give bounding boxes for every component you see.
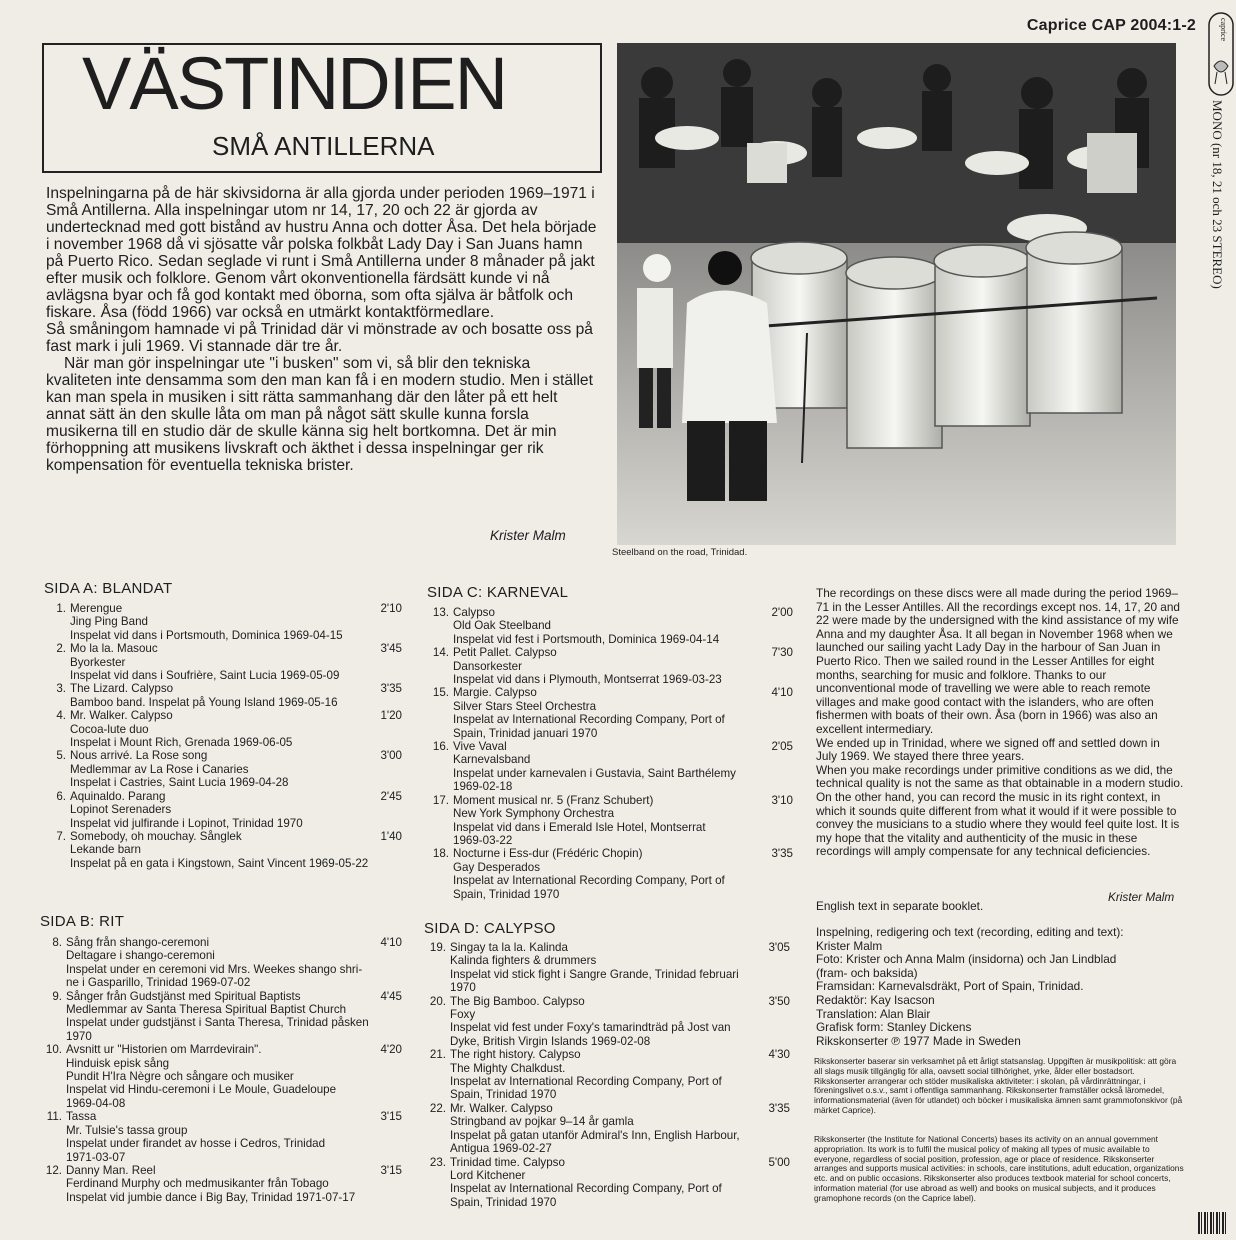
track-item (427, 740, 797, 794)
track-duration: 5'00 (768, 1155, 790, 1169)
catalog-number: Caprice CAP 2004:1-2 (1026, 17, 1196, 34)
side-heading: SIDA C: KARNEVAL (427, 584, 569, 601)
side-c (427, 584, 797, 901)
track-detail: 1970 (66, 1029, 92, 1043)
track-detail: Inspelat på en gata i Kingstown, Saint Vincent 1969-05-22 (70, 856, 369, 870)
photo-caption: Steelband on the road, Trinidad. (612, 547, 748, 558)
track-title: Vive Vaval (453, 740, 507, 754)
track-detail: Pundit H'Ira Nègre och sångare och musiker (66, 1070, 294, 1084)
track-detail: Antigua 1969-02-27 (450, 1142, 552, 1156)
track-detail: Inspelat under en ceremoni vid Mrs. Weekes shango shri- (66, 962, 363, 976)
track-duration: 2'05 (771, 740, 793, 754)
track-detail: Lopinot Serenaders (70, 803, 172, 817)
track-title: Mr. Walker. Calypso (70, 709, 173, 723)
track-title: The Big Bamboo. Calypso (450, 994, 585, 1008)
track-detail: 1970 (450, 981, 476, 995)
track-detail: Inspelat i Castries, Saint Lucia 1969-04-28 (70, 776, 289, 790)
track-detail: Gay Desperados (453, 860, 540, 874)
track-duration: 3'35 (771, 847, 793, 861)
track-detail: Deltagare i shango-ceremoni (66, 949, 215, 963)
credit-line: Grafisk form: Stanley Dickens (816, 1020, 972, 1035)
track-duration: 3'35 (768, 1101, 790, 1115)
track-detail: ne i Gasparillo, Trinidad 1969-07-02 (66, 976, 251, 990)
english-paragraph: We ended up in Trinidad, where we signed off and settled down in July 1969. We stayed there three years. (816, 735, 1160, 764)
track-duration: 3'10 (771, 793, 793, 807)
track-detail: Medlemmar av Santa Theresa Spiritual Baptist Church (66, 1003, 347, 1017)
track-detail: Kalinda fighters & drummers (450, 954, 597, 968)
track-item (44, 602, 404, 642)
track-title: Mr. Walker. Calypso (450, 1101, 553, 1115)
track-detail: Mr. Tulsie's tassa group (66, 1123, 188, 1137)
track-duration: 3'15 (380, 1163, 402, 1177)
track-item (44, 790, 404, 830)
track-item (40, 1043, 404, 1110)
track-item (40, 1110, 404, 1164)
track-detail: Inspelat vid dans i Emerald Isle Hotel, Montserrat (453, 820, 706, 834)
track-number: 18. (432, 847, 449, 861)
side-heading: SIDA A: BLANDAT (44, 580, 173, 597)
track-duration: 3'15 (380, 1110, 402, 1124)
track-detail: Inspelat i Mount Rich, Grenada 1969-06-05 (70, 736, 293, 750)
track-detail: Lord Kitchener (450, 1168, 526, 1182)
track-list (44, 602, 404, 870)
track-detail: New York Symphony Orchestra (453, 807, 615, 821)
track-item (40, 990, 404, 1044)
track-number: 20. (429, 994, 446, 1008)
track-duration: 1'20 (380, 709, 402, 723)
track-detail: Inspelat vid fest i Portsmouth, Dominica 1969-04-14 (453, 632, 720, 646)
track-number: 2. (56, 642, 66, 656)
track-item (40, 1164, 404, 1204)
track-duration: 4'10 (771, 686, 793, 700)
track-item (427, 606, 797, 646)
track-detail: Cocoa-lute duo (70, 722, 149, 736)
track-item (427, 646, 797, 686)
track-number: 23. (429, 1155, 446, 1169)
track-list (40, 936, 404, 1204)
track-duration: 1'40 (380, 829, 402, 843)
track-title: Trinidad time. Calypso (450, 1155, 565, 1169)
credit-line: Inspelning, redigering och text (recording, editing and text): (816, 925, 1124, 939)
track-item (424, 941, 796, 995)
track-detail: Inspelat vid Hindu-ceremoni i Le Moule, Guadeloupe (66, 1083, 337, 1097)
track-detail: Inspelat vid stick fight i Sangre Grande, Trinidad februari (450, 967, 739, 981)
album-title: VÄSTINDIEN (82, 42, 507, 125)
track-number: 1. (56, 602, 66, 615)
track-number: 10. (45, 1043, 62, 1057)
steelband-photo (617, 43, 1176, 545)
track-duration: 7'30 (771, 646, 793, 660)
track-number: 8. (52, 936, 62, 949)
english-booklet-note: English text in separate booklet. (816, 899, 984, 913)
track-title: Nous arrivé. La Rose song (70, 749, 208, 763)
track-item (40, 936, 404, 990)
credit-line: Translation: Alan Blair (816, 1006, 931, 1021)
track-detail: Inspelat vid julfirande i Lopinot, Trinidad 1970 (70, 816, 303, 830)
side-a (44, 580, 404, 870)
track-detail: Inspelat av International Recording Company, Port of (450, 1075, 722, 1089)
track-item (427, 847, 797, 901)
track-detail: Dyke, British Virgin Islands 1969-02-08 (450, 1034, 651, 1048)
track-detail: 1969-03-22 (453, 833, 513, 847)
intro-paragraph: Så småningom hamnade vi på Trinidad där vi mönstrade av och bosatte oss på fast mark i juli 1969. Vi stannade där tre år. (46, 321, 593, 355)
track-detail: Byorkester (70, 655, 126, 669)
track-number: 7. (56, 829, 66, 843)
track-duration: 3'00 (380, 749, 402, 763)
track-title: Petit Pallet. Calypso (453, 646, 557, 660)
track-detail: Karnevalsband (453, 753, 531, 767)
track-item (44, 830, 404, 870)
track-item (424, 1048, 796, 1102)
track-number: 19. (429, 941, 446, 954)
track-duration: 3'05 (768, 941, 790, 954)
album-subtitle: SMÅ ANTILLERNA (212, 131, 435, 161)
side-b (40, 913, 404, 1204)
logo-wordmark: caprice (1219, 18, 1228, 42)
track-detail: Dansorkester (453, 659, 522, 673)
track-detail: Inspelat på gatan utanför Admiral's Inn, English Harbour, (450, 1128, 740, 1142)
track-title: Sång från shango-ceremoni (66, 936, 210, 949)
english-signature: Krister Malm (1108, 890, 1175, 904)
track-number: 5. (56, 749, 66, 763)
track-detail: Foxy (450, 1008, 476, 1022)
track-number: 16. (432, 740, 449, 754)
track-detail: Inspelat under karnevalen i Gustavia, Saint Barthélemy (453, 766, 736, 780)
track-detail: Inspelat av International Recording Company, Port of (453, 874, 725, 888)
track-detail: Inspelat vid jumbie dance i Big Bay, Trinidad 1971-07-17 (66, 1190, 356, 1204)
track-title: Margie. Calypso (453, 686, 537, 700)
english-paragraph: When you make recordings under primitive conditions as we did, the technical quality is not the same as that obtainable in a modern studio. On the other hand, you can record the music in its right context, in which it sounds quite different from what it would if it were possible to convey the musicians to a studio where they would feel quite lost. It is my hope that the vitality and authenticity of the music in these recordings will amply compensate for any technical deficiencies. (816, 762, 1184, 859)
track-detail: 1969-04-08 (66, 1096, 126, 1110)
english-text (816, 587, 1184, 859)
track-title: Somebody, oh mouchay. Sånglek (70, 829, 242, 843)
track-detail: Jing Ping Band (70, 615, 148, 629)
track-detail: 1971-03-07 (66, 1150, 126, 1164)
track-number: 9. (52, 989, 62, 1003)
barcode-mark (1198, 1212, 1228, 1234)
track-detail: Spain, Trinidad 1970 (450, 1088, 557, 1102)
track-title: Sånger från Gudstjänst med Spiritual Baptists (66, 989, 301, 1003)
track-duration: 3'50 (768, 994, 790, 1008)
track-item (44, 682, 404, 709)
track-duration: 2'00 (771, 606, 793, 619)
track-number: 4. (56, 709, 66, 723)
track-detail: 1969-02-18 (453, 780, 513, 794)
caprice-logo (1208, 12, 1234, 96)
track-item (44, 709, 404, 749)
track-title: Danny Man. Reel (66, 1163, 156, 1177)
credit-line: Rikskonserter ℗ 1977 Made in Sweden (816, 1033, 1021, 1048)
track-title: Avsnitt ur "Historien om Marrdevirain". (66, 1043, 262, 1057)
track-duration: 2'45 (380, 789, 402, 803)
track-detail: Inspelat vid dans i Portsmouth, Dominica 1969-04-15 (70, 628, 343, 642)
credit-line: Redaktör: Kay Isacson (816, 992, 935, 1007)
track-number: 17. (432, 793, 449, 807)
track-detail: Inspelat under firandet av hosse i Cedros, Trinidad (66, 1137, 326, 1151)
rikskonserter-info-sv: Rikskonserter baserar sin verksamhet på ett årligt statsanslag. Uppgiften är musikpolitisk: att göra all slags musik tillgänglig för alla, oavsett social tillhörighet, yrke, ålder eller bostadsort. Rikskonserter arrangerar och stöder musikaliska aktiviteter: i skolan, på vårdinrättningar, i föreningslivet o.s.v., samt i offentliga sammanhang. Rikskonserter framställer också läromedel, informationsmaterial (även för utlandet) och böcker i musikaliska ämnen samt grammofonskivor (på märket Caprice). (814, 1056, 1183, 1115)
intro-paragraph: När man gör inspelningar ute "i busken" som vi, så blir den tekniska kvaliteten inte densamma som den man kan få i en modern studio. Men i stället kan man spela in musiken i sitt rätta sammanhang där den låter på ett helt annat sätt än den skulle låta om man på något sätt skulle kunna forsla musikerna till en studio där de skulle känna sig helt bortkomna. Det är min förhoppning att musikens livskraft och äkthet i dessa inspelningar ger rik kompensation för eventuella tekniska brister. (46, 355, 593, 474)
track-duration: 3'45 (380, 642, 402, 656)
track-list (427, 606, 797, 901)
track-detail: Stringband av pojkar 9–14 år gamla (450, 1115, 634, 1129)
track-duration: 2'10 (380, 602, 402, 615)
track-title: The Lizard. Calypso (70, 682, 174, 696)
track-detail: Ferdinand Murphy och medmusikanter från Tobago (66, 1177, 329, 1191)
track-title: Aquinaldo. Parang (70, 789, 166, 803)
track-detail: Inspelat av International Recording Company, Port of (450, 1182, 722, 1196)
track-title: Moment musical nr. 5 (Franz Schubert) (453, 793, 654, 807)
track-item (424, 1156, 796, 1210)
track-number: 22. (429, 1101, 446, 1115)
track-detail: Inspelat av International Recording Company, Port of (453, 713, 725, 727)
mono-stereo-note: MONO (nr 18, 21 och 23 STEREO) (1210, 100, 1225, 289)
track-detail: Spain, Trinidad 1970 (453, 887, 560, 901)
track-duration: 4'10 (380, 936, 402, 949)
track-number: 15. (432, 686, 449, 700)
track-duration: 4'30 (768, 1048, 790, 1062)
credits (816, 926, 1184, 1048)
track-item (427, 794, 797, 848)
intro-paragraph: Inspelningarna på de här skivsidorna är alla gjorda under perioden 1969–1971 i Små Antillerna. Alla inspelningar utom nr 14, 17, 20 och 22 är gjorda av undertecknad med gott bistånd av hustru Anna och dotter Åsa. Det hela började i november 1968 då vi sjösatte vår polska folkbåt Lady Day i San Juans hamn på Puerto Rico. Sedan seglade vi runt i Små Antillerna under 8 månader på jakt efter musik och folklore. Genom vårt okonventionella färdsätt kunde vi nå avlägsna byar och få god kontakt med öborna, som ofta själva är båtfolk och fiskare. Åsa (född 1966) var också en utmärkt kontaktförmedlare. (46, 185, 597, 321)
track-detail: Inspelat vid dans i Soufrière, Saint Lucia 1969-05-09 (70, 669, 340, 683)
track-detail: Lekande barn (70, 843, 141, 857)
track-item (424, 995, 796, 1049)
track-detail: Silver Stars Steel Orchestra (453, 699, 597, 713)
track-title: The right history. Calypso (450, 1048, 581, 1062)
track-duration: 3'35 (380, 682, 402, 696)
track-title: Merengue (70, 602, 123, 615)
track-item (427, 686, 797, 740)
track-detail: Old Oak Steelband (453, 619, 551, 633)
track-item (44, 749, 404, 789)
track-item (44, 642, 404, 682)
track-detail: Spain, Trinidad januari 1970 (453, 726, 598, 740)
side-heading: SIDA B: RIT (40, 913, 125, 930)
credit-line: Krister Malm (816, 938, 883, 953)
credit-line: Framsidan: Karnevalsdräkt, Port of Spain, Trinidad. (816, 979, 1084, 994)
credit-line: (fram- och baksida) (816, 965, 918, 980)
track-duration: 4'45 (380, 989, 402, 1003)
track-number: 13. (432, 606, 449, 619)
title-box (42, 43, 602, 173)
intro-signature: Krister Malm (490, 528, 566, 543)
track-number: 12. (45, 1163, 62, 1177)
track-title: Tassa (66, 1110, 97, 1124)
track-title: Mo la la. Masouc (70, 642, 158, 656)
track-detail: Bamboo band. Inspelat på Young Island 1969-05-16 (70, 695, 338, 709)
track-title: Nocturne i Ess-dur (Frédéric Chopin) (453, 847, 643, 861)
track-list (424, 941, 796, 1209)
track-number: 11. (46, 1110, 62, 1124)
track-title: Calypso (453, 606, 495, 619)
track-title: Singay ta la la. Kalinda (450, 941, 568, 954)
credit-line: Foto: Krister och Anna Malm (insidorna) och Jan Lindblad (816, 952, 1117, 967)
track-number: 14. (432, 646, 449, 660)
track-detail: Inspelat vid dans i Plymouth, Montserrat 1969-03-23 (453, 673, 722, 687)
side-d (424, 920, 796, 1209)
side-heading: SIDA D: CALYPSO (424, 920, 556, 937)
track-duration: 4'20 (380, 1043, 402, 1057)
track-detail: The Mighty Chalkdust. (450, 1061, 566, 1075)
intro-text-sv (46, 185, 598, 474)
track-detail: Spain, Trinidad 1970 (450, 1195, 557, 1209)
track-detail: Medlemmar av La Rose i Canaries (70, 762, 249, 776)
track-item (424, 1102, 796, 1156)
track-number: 6. (56, 789, 66, 803)
track-detail: Inspelat vid fest under Foxy's tamarindträd på Jost van (450, 1021, 731, 1035)
english-paragraph: The recordings on these discs were all made during the period 1969–71 in the Lesser Antilles. All the recordings except nos. 14, 17, 20 and 22 were made by the undersigned with the kind assistance of my wife Anna and my daughter Åsa. It all began in November 1968 when we launched our sailing yacht Lady Day in the harbour of San Juan in Puerto Rico. Then we sailed round in the Lesser Antilles for eight months, searching for music and folklore. Thanks to our unconventional mode of travelling we were able to reach remote villages and make good contact with the islanders, who are often fishermen with boats of their own. Åsa (born in 1966) was also an excellent intermediary. (816, 586, 1180, 736)
track-number: 21. (429, 1048, 446, 1062)
rikskonserter-info-en: Rikskonserter (the Institute for National Concerts) bases its activity on an annual government appropriation. Its work is to fulfil the musical policy of making all types of music available to everyone, regardless of social position, profession, age or place of residence. Rikskonserter arranges and supports musical activities: in schools, care institutions, adult education, organizations etc. and on public occasions. Rikskonserter also produces textbook material for school concerts, information material (for use abroad as well) and books on musical subjects, and it produces gramophone records (on the Caprice label). (814, 1134, 1184, 1203)
track-number: 3. (56, 682, 66, 696)
track-detail: Hinduisk episk sång (66, 1056, 170, 1070)
track-detail: Inspelat under gudstjänst i Santa Theresa, Trinidad påsken (66, 1016, 369, 1030)
